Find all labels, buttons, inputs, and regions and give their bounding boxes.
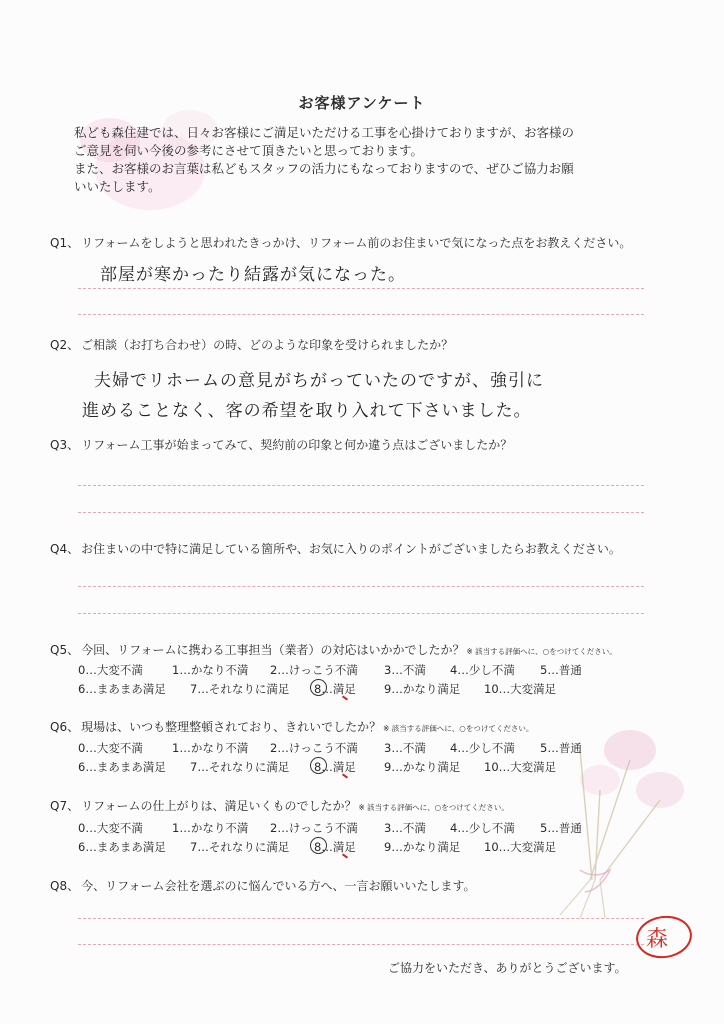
question-text: ご相談（お打ち合わせ）の時、どのような印象を受けられましたか？ bbox=[81, 338, 454, 352]
answer-line bbox=[78, 314, 644, 315]
answer-line bbox=[78, 485, 644, 486]
question-4 bbox=[50, 540, 621, 557]
rating-option[interactable]: 5…普通 bbox=[540, 663, 582, 677]
answer-line bbox=[78, 512, 644, 513]
question-text: 現場は、いつも整理整頓されており、きれいでしたか？ bbox=[81, 720, 382, 734]
rating-row bbox=[78, 759, 638, 778]
question-number: Q4、 bbox=[50, 542, 80, 556]
answer-2-line-1: 夫婦でリホームの意見がちがっていたのですが、強引に bbox=[94, 371, 544, 391]
question-number: Q1、 bbox=[50, 236, 80, 250]
rating-option-label: 8…満足 bbox=[314, 760, 356, 774]
rating-option[interactable]: 2…けっこう不満 bbox=[270, 663, 358, 677]
question-6 bbox=[50, 718, 533, 735]
answer-line bbox=[78, 944, 644, 945]
rating-scale-q7 bbox=[78, 820, 638, 858]
answer-line bbox=[78, 288, 644, 289]
selection-circle bbox=[310, 837, 327, 854]
rating-option[interactable]: 1…かなり不満 bbox=[172, 663, 249, 677]
check-mark bbox=[342, 853, 348, 858]
selection-circle bbox=[310, 757, 327, 774]
rating-option[interactable]: 4…少し不満 bbox=[450, 741, 515, 755]
rating-option-selected[interactable] bbox=[314, 681, 356, 697]
rating-option[interactable]: 9…かなり満足 bbox=[384, 840, 461, 854]
rating-row bbox=[78, 662, 638, 681]
intro-line: いいたします。 bbox=[74, 179, 161, 194]
rating-row bbox=[78, 681, 638, 700]
question-7 bbox=[50, 797, 509, 814]
rating-option[interactable]: 7…それなりに満足 bbox=[190, 682, 290, 696]
rating-option[interactable]: 6…まあまあ満足 bbox=[78, 840, 166, 854]
question-note: ※ 該当する評価へに、○をつけてください。 bbox=[383, 724, 534, 733]
question-text: 今回、リフォームに携わる工事担当（業者）の対応はいかかでしたか？ bbox=[81, 643, 465, 657]
rating-option[interactable]: 4…少し不満 bbox=[450, 821, 515, 835]
rating-option-selected[interactable] bbox=[314, 759, 356, 775]
rating-option[interactable]: 1…かなり不満 bbox=[172, 821, 249, 835]
question-note: ※ 該当する評価へに、○をつけてください。 bbox=[466, 647, 617, 656]
question-text: リフォームの仕上がりは、満足いくものでしたか？ bbox=[81, 799, 357, 813]
answer-line bbox=[78, 613, 644, 614]
intro-line: ご意見を伺い今後の参考にさせて頂きたいと思っております。 bbox=[74, 143, 424, 158]
question-text: お住まいの中で特に満足している箇所や、お気に入りのポイントがございましたらお教えください。 bbox=[81, 542, 621, 556]
answer-line bbox=[78, 918, 644, 919]
rating-scale-q5 bbox=[78, 662, 638, 700]
rating-option[interactable]: 0…大変不満 bbox=[78, 821, 143, 835]
question-text: リフォーム工事が始まってみて、契約前の印象と何か違う点はございましたか？ bbox=[81, 438, 513, 452]
rating-option-label: 8…満足 bbox=[314, 682, 356, 696]
rating-option[interactable]: 10…大変満足 bbox=[484, 760, 557, 774]
rating-option[interactable]: 6…まあまあ満足 bbox=[78, 682, 166, 696]
stamp-seal-text: 森 bbox=[646, 927, 669, 952]
question-number: Q8、 bbox=[50, 879, 80, 893]
question-2 bbox=[50, 336, 453, 353]
rating-option[interactable]: 9…かなり満足 bbox=[384, 682, 461, 696]
question-number: Q5、 bbox=[50, 643, 80, 657]
answer-1-line-1: 部屋が寒かったり結露が気になった。 bbox=[100, 265, 406, 285]
question-number: Q2、 bbox=[50, 338, 80, 352]
rating-row bbox=[78, 820, 638, 839]
intro-line: 私ども森住建では、日々お客様にご満足いただける工事を心掛けておりますが、お客様の bbox=[74, 125, 575, 140]
rating-row bbox=[78, 839, 638, 858]
page-title: お客様アンケート bbox=[298, 94, 426, 112]
rating-scale-q6 bbox=[78, 740, 638, 778]
rating-option[interactable]: 2…けっこう不満 bbox=[270, 821, 358, 835]
rating-option[interactable]: 4…少し不満 bbox=[450, 663, 515, 677]
question-5 bbox=[50, 641, 617, 658]
rating-option[interactable]: 0…大変不満 bbox=[78, 663, 143, 677]
check-mark bbox=[342, 773, 348, 778]
rating-option-label: 8…満足 bbox=[314, 840, 356, 854]
rating-option[interactable]: 10…大変満足 bbox=[484, 840, 557, 854]
question-number: Q7、 bbox=[50, 799, 80, 813]
question-8 bbox=[50, 877, 476, 894]
question-1 bbox=[50, 234, 631, 251]
intro-text bbox=[74, 124, 674, 196]
question-3 bbox=[50, 436, 512, 453]
question-text: 今、リフォーム会社を選ぶのに悩んでいる方へ、一言お願いいたします。 bbox=[81, 879, 476, 893]
rating-option[interactable]: 5…普通 bbox=[540, 821, 582, 835]
rating-option[interactable]: 1…かなり不満 bbox=[172, 741, 249, 755]
rating-option-selected[interactable] bbox=[314, 839, 356, 855]
rating-option[interactable]: 7…それなりに満足 bbox=[190, 840, 290, 854]
rating-option[interactable]: 3…不満 bbox=[384, 821, 426, 835]
selection-circle bbox=[310, 679, 327, 696]
question-text: リフォームをしようと思われたきっかけ、リフォーム前のお住まいで気になった点をお教えください。 bbox=[81, 236, 632, 250]
answer-2-line-2: 進めることなく、客の希望を取り入れて下さいました。 bbox=[82, 401, 532, 421]
thanks-message: ご協力をいただき、ありがとうございます。 bbox=[388, 961, 627, 975]
rating-option[interactable]: 2…けっこう不満 bbox=[270, 741, 358, 755]
rating-option[interactable]: 9…かなり満足 bbox=[384, 760, 461, 774]
rating-option[interactable]: 7…それなりに満足 bbox=[190, 760, 290, 774]
check-mark bbox=[342, 695, 348, 700]
rating-option[interactable]: 3…不満 bbox=[384, 663, 426, 677]
rating-option[interactable]: 10…大変満足 bbox=[484, 682, 557, 696]
question-number: Q6、 bbox=[50, 720, 80, 734]
rating-option[interactable]: 3…不満 bbox=[384, 741, 426, 755]
answer-line bbox=[78, 586, 644, 587]
question-number: Q3、 bbox=[50, 438, 80, 452]
question-note: ※ 該当する評価へに、○をつけてください。 bbox=[358, 803, 509, 812]
rating-option[interactable]: 6…まあまあ満足 bbox=[78, 760, 166, 774]
intro-line: また、お客様のお言葉は私どもスタッフの活力にもなっておりますので、ぜひご協力お願 bbox=[74, 161, 574, 176]
rating-row bbox=[78, 740, 638, 759]
rating-option[interactable]: 0…大変不満 bbox=[78, 741, 143, 755]
rating-option[interactable]: 5…普通 bbox=[540, 741, 582, 755]
